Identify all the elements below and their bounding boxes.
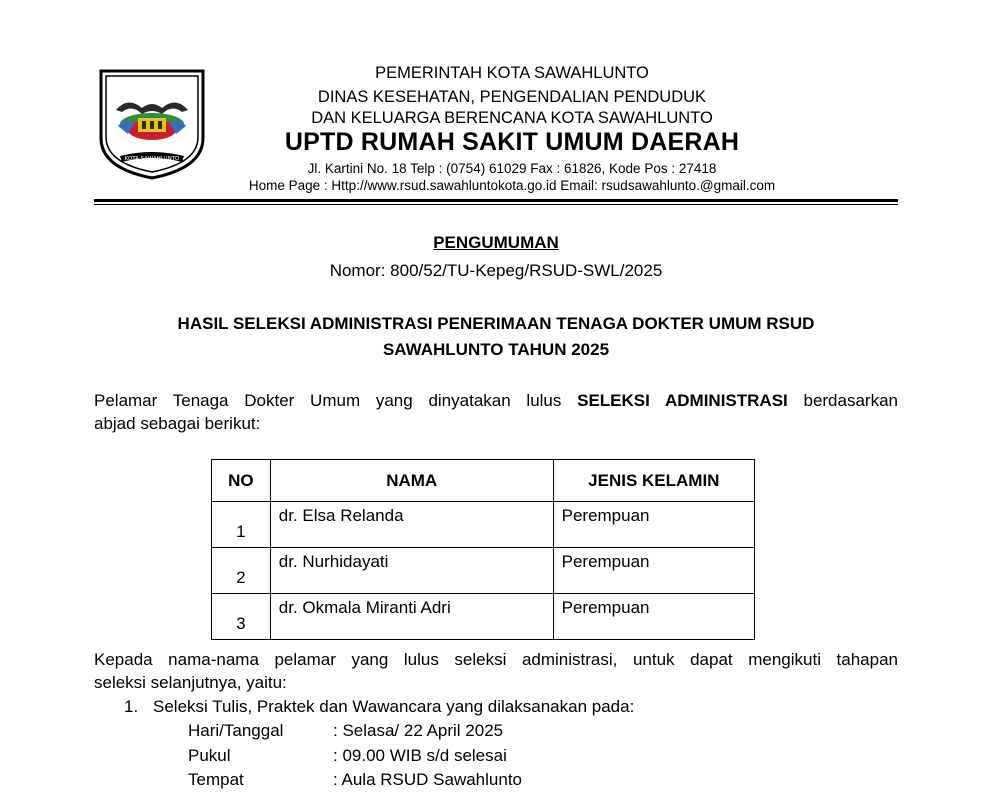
intro-paragraph-line1 (94, 389, 898, 412)
detail-label-time: Pukul (188, 746, 231, 765)
table-cell-no: 2 (212, 548, 271, 594)
detail-value-time: : 09.00 WIB s/d selesai (333, 746, 507, 765)
table-row (212, 502, 755, 548)
letterhead-agency-line1: DINAS KESEHATAN, PENGENDALIAN PENDUDUK (317, 88, 707, 106)
announcement-heading: PENGUMUMAN (433, 233, 559, 252)
table-header-row (212, 460, 755, 502)
table-cell-jenis-kelamin: Perempuan (553, 594, 754, 640)
intro-paragraph-line2: abjad sebagai berikut: (94, 414, 261, 433)
followup-paragraph-line1: Kepada nama-nama pelamar yang lulus seleksi administrasi, untuk dapat mengikuti tahapan (94, 650, 898, 669)
letterhead-divider-thick (94, 199, 898, 202)
table-row (212, 548, 755, 594)
table-cell-nama: dr. Elsa Relanda (270, 502, 553, 548)
detail-value-date: : Selasa/ 22 April 2025 (333, 721, 504, 740)
table-header-no: NO (212, 460, 271, 502)
detail-label-place: Tempat (188, 770, 244, 789)
table-cell-no: 3 (212, 594, 271, 640)
intro-bold-phrase: SELEKSI ADMINISTRASI (577, 391, 788, 410)
step-number: 1. (124, 697, 139, 716)
announcement-title-line1: HASIL SELEKSI ADMINISTRASI PENERIMAAN TENAGA DOKTER UMUM RSUD (177, 314, 815, 333)
table-header-jenis-kelamin: JENIS KELAMIN (553, 460, 754, 502)
letterhead-divider-thin (94, 204, 898, 205)
table-row (212, 594, 755, 640)
table-cell-jenis-kelamin: Perempuan (553, 548, 754, 594)
logo-banner-text: KOTA SAWAHLUNTO (124, 156, 180, 162)
letterhead-institution: UPTD RUMAH SAKIT UMUM DAERAH (284, 128, 740, 156)
letterhead-contact: Home Page : Http://www.rsud.sawahluntokota.go.id Email: rsudsawahlunto.@gmail.com (248, 178, 776, 193)
intro-text-end: berdasarkan (787, 391, 898, 410)
intro-text-start: Pelamar Tenaga Dokter Umum yang dinyatakan lulus (94, 391, 578, 410)
table-header-nama: NAMA (270, 460, 553, 502)
city-emblem-logo (98, 68, 206, 180)
table-cell-nama: dr. Okmala Miranti Adri (270, 594, 553, 640)
result-table (211, 459, 755, 640)
detail-label-date: Hari/Tanggal (188, 721, 284, 740)
letterhead-government: PEMERINTAH KOTA SAWAHLUNTO (375, 64, 649, 82)
letterhead-address: Jl. Kartini No. 18 Telp : (0754) 61029 Fax : 61826, Kode Pos : 27418 (307, 161, 717, 176)
detail-value-place: : Aula RSUD Sawahlunto (333, 770, 522, 789)
followup-paragraph-line2: seleksi selanjutnya, yaitu: (94, 673, 287, 692)
table-cell-jenis-kelamin: Perempuan (553, 502, 754, 548)
step-text: Seleksi Tulis, Praktek dan Wawancara yang dilaksanakan pada: (153, 697, 635, 716)
letterhead-agency-line2: DAN KELUARGA BERENCANA KOTA SAWAHLUNTO (311, 109, 713, 127)
table-cell-no: 1 (212, 502, 271, 548)
announcement-title-line2: SAWAHLUNTO TAHUN 2025 (382, 340, 610, 359)
table-cell-nama: dr. Nurhidayati (270, 548, 553, 594)
announcement-number: Nomor: 800/52/TU-Kepeg/RSUD-SWL/2025 (329, 261, 663, 280)
